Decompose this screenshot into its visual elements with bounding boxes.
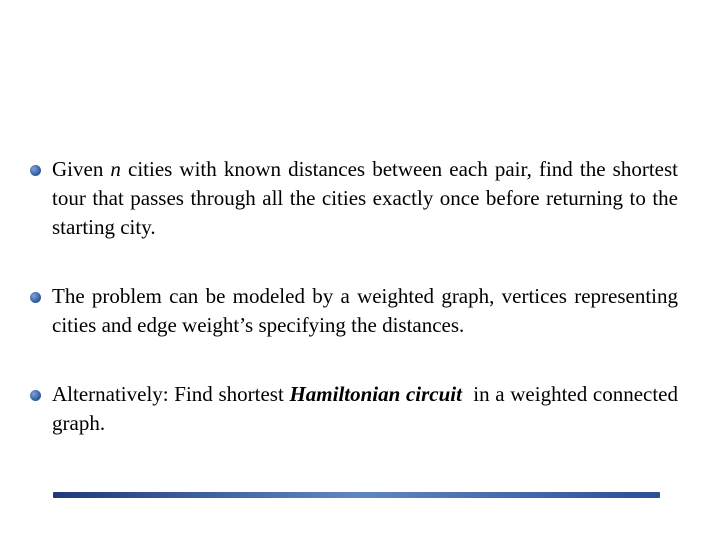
bullet-dot-icon (30, 390, 41, 401)
bullet-dot-icon (30, 165, 41, 176)
bullet-list (30, 155, 684, 438)
bullet-dot-icon (30, 292, 41, 303)
footer-divider (53, 492, 660, 498)
bullet-text-pre: Given (52, 157, 111, 181)
hamiltonian-circuit-term: Hamiltonian circuit (289, 382, 462, 406)
bullet-text-post: in a weighted connected graph. (52, 382, 684, 435)
bullet-text: The problem can be modeled by a weighted graph, vertices representing cities and edge weight’s specifying the distances. (52, 284, 678, 337)
bullet-item-graph-model (30, 282, 678, 340)
variable-n: n (110, 157, 121, 181)
bullet-text-pre: Alternatively: Find shortest (52, 382, 290, 406)
bullet-text-post: cities with known distances between each pair, find the shortest tour that passes through all the cities exactly once before returning to the starting city. (52, 157, 678, 239)
bullet-item-hamiltonian (30, 380, 684, 438)
bullet-item-tsp-definition (30, 155, 678, 242)
